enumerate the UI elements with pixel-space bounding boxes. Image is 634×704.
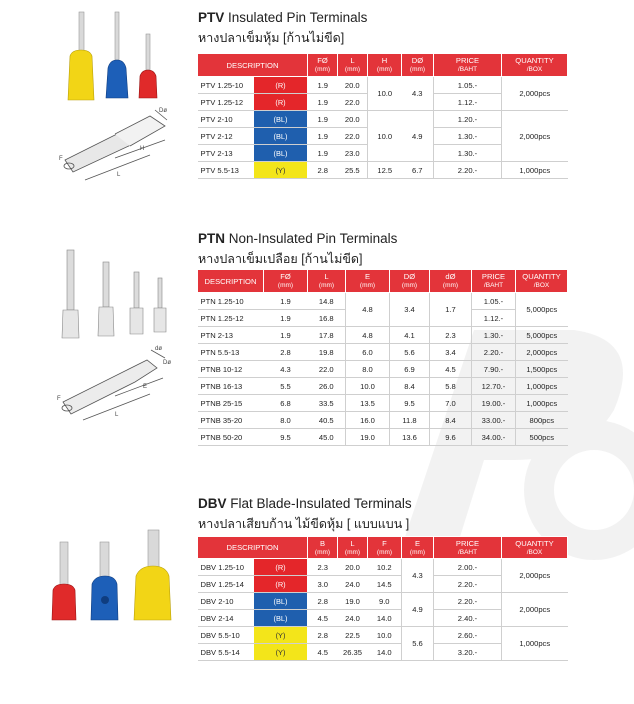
table-row: PTNB 10-12 4.3 22.0 8.0 6.9 4.5 7.90.- 1,500pcs — [198, 361, 568, 378]
table-row: PTN 1.25-10 1.9 14.8 4.8 3.4 1.7 1.05.- 5,000pcs — [198, 293, 568, 310]
header-small-d: dØ (mm) — [430, 270, 472, 293]
ptn-label-l: L — [115, 412, 119, 418]
header-price: PRICE /BAHT — [434, 54, 502, 77]
ptv-title: PTV Insulated Pin Terminals — [198, 10, 368, 25]
ptv-label-f: F — [59, 156, 63, 162]
ptn-label-big-d: Dø — [163, 360, 171, 366]
header-f: F (mm) — [368, 537, 402, 559]
ptv-label-h: H — [140, 146, 145, 152]
table-row: PTV 2-13 (BL) 1.9 23.0 1.30.- — [198, 145, 568, 162]
table-row: PTNB 25-15 6.8 33.5 13.5 9.5 7.0 19.00.- 1,000pcs — [198, 395, 568, 412]
header-big-d: DØ (mm) — [390, 270, 430, 293]
ptv-spec-table — [197, 53, 568, 179]
header-l: L (mm) — [338, 54, 368, 77]
header-description: DESCRIPTION — [198, 54, 308, 77]
ptn-subtitle: หางปลาเข็มเปลือย [ก้านไม่ขีด] — [198, 252, 363, 266]
header-h: H (mm) — [368, 54, 402, 77]
header-f: FØ (mm) — [308, 54, 338, 77]
ptv-subtitle: หางปลาเข็มหุ้ม [ก้านไม่ขีด] — [198, 31, 345, 45]
header-description: DESCRIPTION — [198, 537, 308, 559]
table-row: PTNB 35-20 8.0 40.5 16.0 11.8 8.4 33.00.- 800pcs — [198, 412, 568, 429]
header-l: L (mm) — [338, 537, 368, 559]
ptn-dimension-diagram — [55, 340, 180, 425]
table-row: DBV 1.25-10 (R) 2.3 20.0 10.2 4.3 2.00.- 2,000pcs — [198, 559, 568, 576]
table-row: DBV 1.25-14 (R) 3.0 24.0 14.5 2.20.- — [198, 576, 568, 593]
header-quantity: QUANTITY /BOX — [516, 270, 568, 293]
table-row: DBV 5.5-14 (Y) 4.5 26.35 14.0 3.20.- — [198, 644, 568, 661]
table-row: PTNB 16-13 5.5 26.0 10.0 8.4 5.8 12.70.- 1,000pcs — [198, 378, 568, 395]
ptn-title: PTN Non-Insulated Pin Terminals — [198, 231, 398, 246]
ptv-label-d: Dø — [159, 108, 167, 114]
header-quantity: QUANTITY /BOX — [502, 537, 568, 559]
table-row: PTV 1.25-12 (R) 1.9 22.0 1.12.- — [198, 94, 568, 111]
dbv-title: DBV Flat Blade-Insulated Terminals — [198, 496, 412, 511]
header-quantity: QUANTITY /BOX — [502, 54, 568, 77]
table-row: PTV 2-12 (BL) 1.9 22.0 1.30.- — [198, 128, 568, 145]
ptn-label-f: F — [57, 396, 61, 402]
table-row: PTN 1.25-12 1.9 16.8 1.12.- — [198, 310, 568, 327]
table-row: PTV 5.5-13 (Y) 2.8 25.5 12.5 6.7 2.20.- 1,000pcs — [198, 162, 568, 179]
ptn-spec-table — [197, 269, 568, 446]
ptv-product-photo — [60, 8, 170, 103]
header-e: E (mm) — [346, 270, 390, 293]
table-row: DBV 5.5-10 (Y) 2.8 22.5 10.0 5.6 2.60.- 1,000pcs — [198, 627, 568, 644]
ptv-label-l: L — [117, 172, 121, 178]
header-e: E (mm) — [402, 537, 434, 559]
ptv-dimension-diagram — [55, 100, 180, 185]
table-row: PTN 2-13 1.9 17.8 4.8 4.1 2.3 1.30.- 5,000pcs — [198, 327, 568, 344]
dbv-product-photo — [50, 528, 180, 623]
ptn-label-e: E — [143, 384, 148, 390]
dbv-spec-table — [197, 536, 568, 661]
dbv-subtitle: หางปลาเสียบก้าน ไม้ขีดหุ้ม [ แบบแบน ] — [198, 517, 410, 531]
header-description: DESCRIPTION — [198, 270, 264, 293]
header-l: L (mm) — [308, 270, 346, 293]
table-row: PTV 2-10 (BL) 1.9 20.0 10.0 4.9 1.20.- 2,000pcs — [198, 111, 568, 128]
header-f: FØ (mm) — [264, 270, 308, 293]
ptn-product-photo — [55, 242, 180, 342]
table-row: PTNB 50-20 9.5 45.0 19.0 13.6 9.6 34.00.- 500pcs — [198, 429, 568, 446]
header-d: DØ (mm) — [402, 54, 434, 77]
header-price: PRICE /BAHT — [472, 270, 516, 293]
table-row: PTV 1.25-10 (R) 1.9 20.0 10.0 4.3 1.05.- 2,000pcs — [198, 77, 568, 94]
table-row: DBV 2-14 (BL) 4.5 24.0 14.0 2.40.- — [198, 610, 568, 627]
table-row: DBV 2-10 (BL) 2.8 19.0 9.0 4.9 2.20.- 2,000pcs — [198, 593, 568, 610]
header-b: B (mm) — [308, 537, 338, 559]
table-row: PTN 5.5-13 2.8 19.8 6.0 5.6 3.4 2.20.- 2,000pcs — [198, 344, 568, 361]
header-price: PRICE /BAHT — [434, 537, 502, 559]
ptn-label-d: dø — [155, 346, 163, 352]
